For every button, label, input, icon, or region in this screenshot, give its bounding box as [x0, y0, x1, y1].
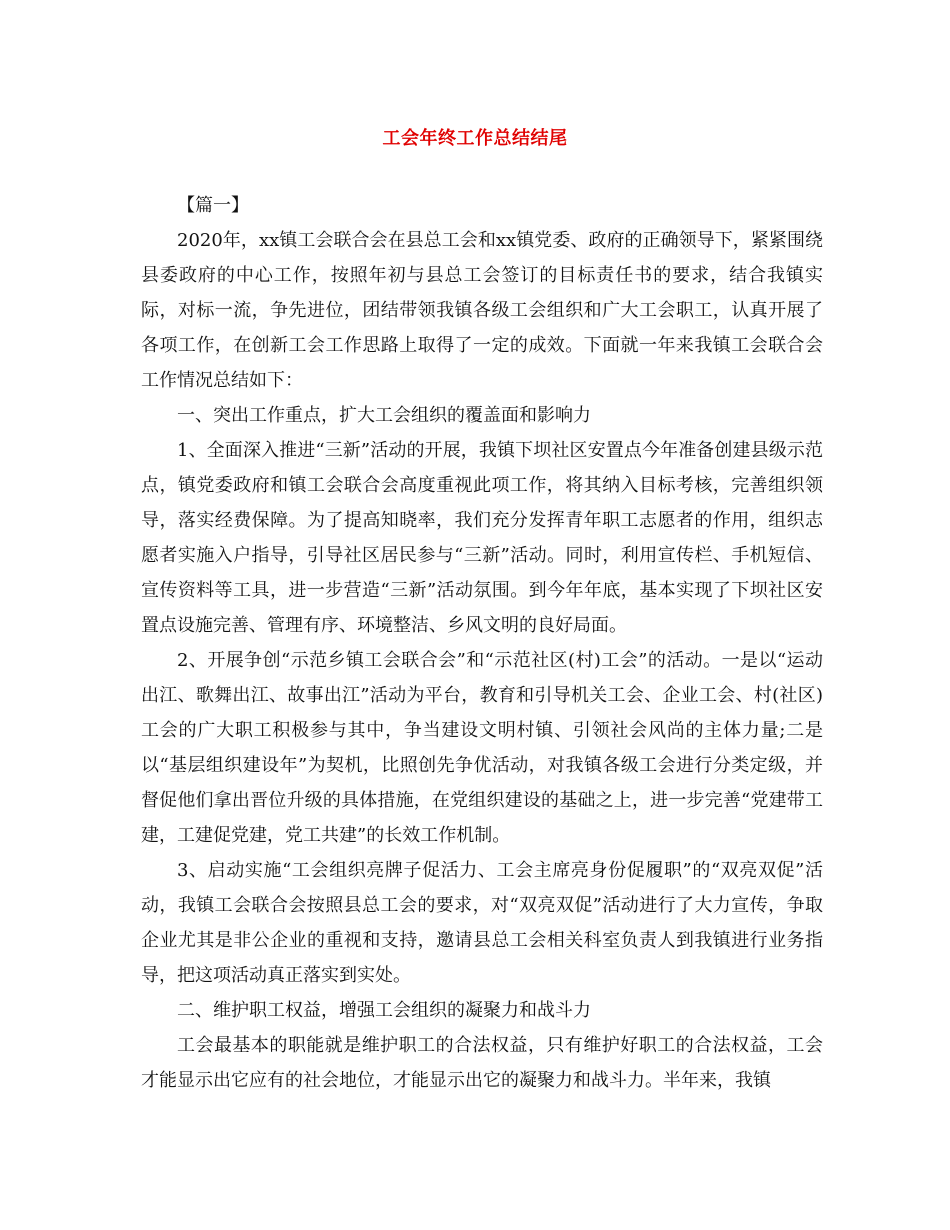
body-paragraph: 1、全面深入推进“三新”活动的开展，我镇下坝社区安置点今年准备创建县级示范点，镇党委政府和镇工会联合会高度重视此项工作，将其纳入目标考核，完善组织领导，落实经费保障。为了提高知晓率，我们充分发挥青年职工志愿者的作用，组织志愿者实施入户指导，引导社区居民参与“三新”活动。同时，利用宣传栏、手机短信、宣传资料等工具，进一步营造“三新”活动氛围。到今年年底，基本实现了下坝社区安置点设施完善、管理有序、环境整洁、乡风文明的良好局面。: [141, 440, 823, 636]
body-paragraph: 工会最基本的职能就是维护职工的合法权益，只有维护好职工的合法权益，工会才能显示出它应有的社会地位，才能显示出它的凝聚力和战斗力。半年来，我镇: [141, 1035, 823, 1091]
document-title: 工会年终工作总结结尾: [382, 128, 568, 149]
section-heading-2: 二、维护职工权益，增强工会组织的凝聚力和战斗力: [177, 1000, 591, 1021]
section-label: 【篇一】: [177, 195, 249, 216]
body-paragraph: 2、开展争创“示范乡镇工会联合会”和“示范社区(村)工会”的活动。一是以“运动出江、歌舞出江、故事出江”活动为平台，教育和引导机关工会、企业工会、村(社区)工会的广大职工积极参与其中，争当建设文明村镇、引领社会风尚的主体力量;二是以“基层组织建设年”为契机，比照创先争优活动，对我镇各级工会进行分类定级，并督促他们拿出晋位升级的具体措施，在党组织建设的基础之上，进一步完善“党建带工建，工建促党建，党工共建”的长效工作机制。: [141, 650, 823, 846]
intro-paragraph: 2020年，xx镇工会联合会在县总工会和xx镇党委、政府的正确领导下，紧紧围绕县委政府的中心工作，按照年初与县总工会签订的目标责任书的要求，结合我镇实际，对标一流，争先进位，团结带领我镇各级工会组织和广大工会职工，认真开展了各项工作，在创新工会工作思路上取得了一定的成效。下面就一年来我镇工会联合会工作情况总结如下：: [141, 230, 823, 391]
section-heading-1: 一、突出工作重点，扩大工会组织的覆盖面和影响力: [177, 405, 591, 426]
document-body: [141, 188, 823, 1098]
body-paragraph: 3、启动实施“工会组织亮牌子促活力、工会主席亮身份促履职”的“双亮双促”活动，我镇工会联合会按照县总工会的要求，对“双亮双促”活动进行了大力宣传，争取企业尤其是非公企业的重视和支持，邀请县总工会相关科室负责人到我镇进行业务指导，把这项活动真正落实到实处。: [141, 860, 823, 986]
